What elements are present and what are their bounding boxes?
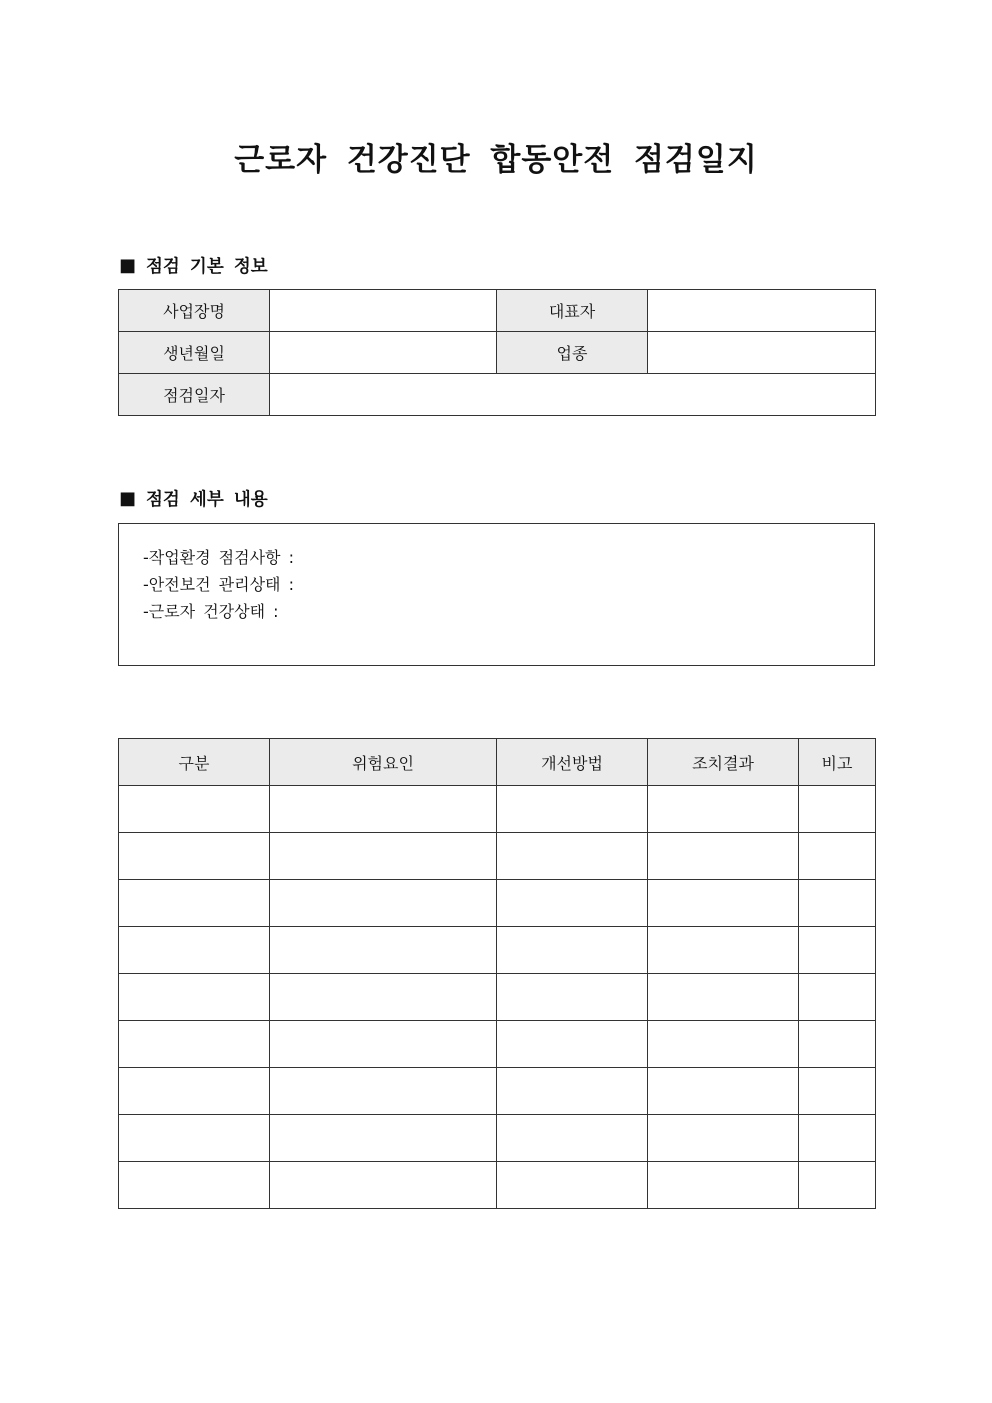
cell-category[interactable]: [119, 1162, 270, 1209]
cell-action-result[interactable]: [648, 786, 799, 833]
table-row: [119, 927, 876, 974]
cell-remarks[interactable]: [799, 1021, 876, 1068]
inspection-date-label: 점검일자: [119, 374, 270, 416]
table-row: [119, 1162, 876, 1209]
cell-category[interactable]: [119, 974, 270, 1021]
square-bullet-icon: ■: [119, 255, 137, 276]
table-row: [119, 974, 876, 1021]
basic-info-heading: [119, 253, 268, 278]
page-title: 근로자 건강진단 합동안전 점검일지: [234, 142, 758, 178]
cell-category[interactable]: [119, 786, 270, 833]
cell-category[interactable]: [119, 880, 270, 927]
basic-info-heading-text: 점검 기본 정보: [146, 257, 268, 277]
table-row: [119, 833, 876, 880]
cell-action-result[interactable]: [648, 880, 799, 927]
birth-date-field[interactable]: [270, 332, 497, 374]
header-improvement-method: 개선방법: [497, 739, 648, 786]
industry-field[interactable]: [648, 332, 876, 374]
cell-risk-factor[interactable]: [270, 1068, 497, 1115]
square-bullet-icon: ■: [119, 488, 137, 509]
header-remarks: 비고: [799, 739, 876, 786]
cell-remarks[interactable]: [799, 1068, 876, 1115]
cell-risk-factor[interactable]: [270, 880, 497, 927]
table-row: [119, 1068, 876, 1115]
info-row: [119, 374, 876, 416]
cell-risk-factor[interactable]: [270, 1115, 497, 1162]
table-row: [119, 880, 876, 927]
table-row: [119, 1021, 876, 1068]
info-row: [119, 332, 876, 374]
details-box[interactable]: [118, 523, 875, 666]
cell-improvement-method[interactable]: [497, 1115, 648, 1162]
cell-action-result[interactable]: [648, 1115, 799, 1162]
cell-category[interactable]: [119, 927, 270, 974]
inspection-check-table: [118, 738, 876, 1209]
cell-risk-factor[interactable]: [270, 1021, 497, 1068]
cell-improvement-method[interactable]: [497, 1021, 648, 1068]
representative-field[interactable]: [648, 290, 876, 332]
details-heading-text: 점검 세부 내용: [146, 490, 268, 510]
header-risk-factor: 위험요인: [270, 739, 497, 786]
basic-info-table: [118, 289, 876, 416]
info-row: [119, 290, 876, 332]
worker-health-line: -근로자 건강상태 :: [143, 602, 279, 621]
cell-remarks[interactable]: [799, 786, 876, 833]
table-row: [119, 786, 876, 833]
cell-remarks[interactable]: [799, 927, 876, 974]
cell-action-result[interactable]: [648, 833, 799, 880]
cell-improvement-method[interactable]: [497, 786, 648, 833]
cell-risk-factor[interactable]: [270, 786, 497, 833]
cell-improvement-method[interactable]: [497, 833, 648, 880]
cell-improvement-method[interactable]: [497, 1162, 648, 1209]
cell-action-result[interactable]: [648, 974, 799, 1021]
cell-risk-factor[interactable]: [270, 1162, 497, 1209]
header-action-result: 조치결과: [648, 739, 799, 786]
cell-category[interactable]: [119, 833, 270, 880]
cell-category[interactable]: [119, 1068, 270, 1115]
check-table-header-row: [119, 739, 876, 786]
cell-risk-factor[interactable]: [270, 927, 497, 974]
industry-label: 업종: [497, 332, 648, 374]
cell-action-result[interactable]: [648, 1021, 799, 1068]
cell-improvement-method[interactable]: [497, 880, 648, 927]
cell-category[interactable]: [119, 1115, 270, 1162]
cell-improvement-method[interactable]: [497, 927, 648, 974]
representative-label: 대표자: [497, 290, 648, 332]
table-row: [119, 1115, 876, 1162]
cell-risk-factor[interactable]: [270, 974, 497, 1021]
cell-action-result[interactable]: [648, 927, 799, 974]
safety-management-line: -안전보건 관리상태 :: [143, 575, 294, 594]
cell-remarks[interactable]: [799, 1115, 876, 1162]
inspection-date-field[interactable]: [270, 374, 876, 416]
cell-risk-factor[interactable]: [270, 833, 497, 880]
cell-remarks[interactable]: [799, 1162, 876, 1209]
cell-action-result[interactable]: [648, 1068, 799, 1115]
cell-remarks[interactable]: [799, 880, 876, 927]
cell-remarks[interactable]: [799, 974, 876, 1021]
details-heading: [119, 486, 268, 511]
birth-date-label: 생년월일: [119, 332, 270, 374]
work-environment-line: -작업환경 점검사항 :: [143, 548, 294, 567]
workplace-field[interactable]: [270, 290, 497, 332]
cell-remarks[interactable]: [799, 833, 876, 880]
cell-improvement-method[interactable]: [497, 974, 648, 1021]
cell-category[interactable]: [119, 1021, 270, 1068]
header-category: 구분: [119, 739, 270, 786]
workplace-label: 사업장명: [119, 290, 270, 332]
cell-improvement-method[interactable]: [497, 1068, 648, 1115]
cell-action-result[interactable]: [648, 1162, 799, 1209]
